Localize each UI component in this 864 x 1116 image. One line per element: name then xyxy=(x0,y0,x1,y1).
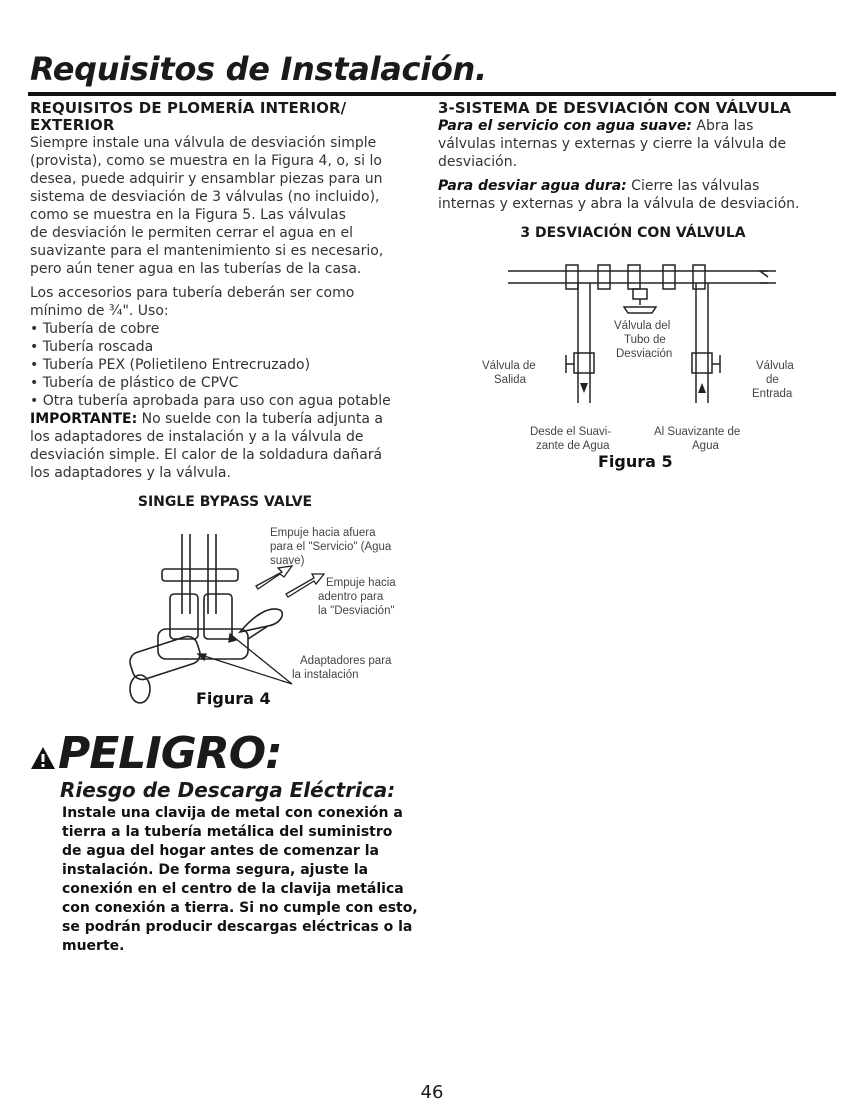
svg-text:Tubo de: Tubo de xyxy=(624,334,666,346)
fittings-paragraph: Los accesorios para tubería deberán ser como mínimo de ¾". Uso: xyxy=(30,285,355,319)
svg-text:Entrada: Entrada xyxy=(752,388,793,400)
svg-text:adentro para: adentro para xyxy=(318,591,384,603)
svg-text:Desviación: Desviación xyxy=(616,348,673,360)
figure4-labels xyxy=(270,527,396,681)
bypass-valve-label: Válvula del xyxy=(614,320,671,332)
list-item: • Tubería roscada xyxy=(30,339,154,355)
page-number: 46 xyxy=(420,1082,444,1103)
warning-triangle-icon xyxy=(30,746,56,770)
inlet-valve-label: Válvula xyxy=(756,360,794,372)
push-in-label: Empuje hacia xyxy=(326,577,396,589)
figure5-flow-arrows xyxy=(580,383,706,393)
plumbing-heading: REQUISITOS DE PLOMERÍA INTERIOR/ EXTERIOR xyxy=(30,99,347,134)
danger-word: PELIGRO: xyxy=(58,728,282,779)
figure4-diagram xyxy=(30,514,420,714)
figure5-caption: Figura 5 xyxy=(598,452,673,471)
hard-water-paragraph: Para desviar agua dura: Cierre las válvulas internas y externas y abra la válvula de desviación. xyxy=(438,178,800,212)
svg-text:la instalación: la instalación xyxy=(292,669,359,681)
right-column xyxy=(438,100,838,483)
plumbing-paragraph: Siempre instale una válvula de desviación simple (provista), como se muestra en la Figura 4, o, si lo desea, puede adquirir y ensamblar piezas para un sistema de desviación de 3 válvulas (no incluido), como se muestra en la Figura 5. Las válvulas de desviación le permiten cerrar el agua en el suavizante para el mantenimiento si es necesario, pero aún tener agua en las tuberías de la casa. xyxy=(30,135,384,277)
page-title: Requisitos de Instalación. xyxy=(30,50,487,88)
adapters-label: Adaptadores para xyxy=(300,655,392,667)
figure5-labels xyxy=(482,320,794,452)
title-rule xyxy=(28,92,836,96)
danger-body: Instale una clavija de metal con conexión a tierra a la tubería metálica del suministro de agua del hogar antes de comenzar la instalación. De forma segura, ajuste la conexión en el centro de la clavija metálica con conexión a tierra. Si no cumple con esto, se podrán producir descargas eléctricas o la muerte. xyxy=(62,805,418,954)
list-item: • Tubería de cobre xyxy=(30,321,160,337)
list-item: • Otra tubería aprobada para uso con agua potable xyxy=(30,393,391,409)
danger-subtitle: Riesgo de Descarga Eléctrica: xyxy=(60,778,396,802)
figure5-diagram xyxy=(438,243,838,483)
pipe-types-list xyxy=(30,320,420,410)
list-item: • Tubería PEX (Polietileno Entrecruzado) xyxy=(30,357,311,373)
svg-text:la "Desviación": la "Desviación" xyxy=(318,605,395,617)
svg-text:Salida: Salida xyxy=(494,374,526,386)
outlet-valve-label: Válvula de xyxy=(482,360,536,372)
left-column xyxy=(30,100,420,714)
figure5-heading: 3 DESVIACIÓN CON VÁLVULA xyxy=(520,225,746,241)
svg-text:suave): suave) xyxy=(270,555,305,567)
svg-text:para el "Servicio" (Agua: para el "Servicio" (Agua xyxy=(270,541,392,553)
svg-text:Agua: Agua xyxy=(692,440,719,452)
push-out-label: Empuje hacia afuera xyxy=(270,527,376,539)
svg-text:zante de Agua: zante de Agua xyxy=(536,440,610,452)
danger-warning xyxy=(30,728,430,956)
three-valve-heading: 3-SISTEMA DE DESVIACIÓN CON VÁLVULA xyxy=(438,99,792,117)
soft-water-paragraph: Para el servicio con agua suave: Abra las válvulas internas y externas y cierre la válvula de desviación. xyxy=(438,118,787,170)
figure4-heading: SINGLE BYPASS VALVE xyxy=(137,494,313,510)
to-softener-label: Al Suavizante de xyxy=(654,426,741,438)
important-note: IMPORTANTE: No suelde con la tubería adjunta a los adaptadores de instalación y a la válvula de desviación simple. El calor de la soldadura dañará los adaptadores y la válvula. xyxy=(30,411,383,481)
bypass-valve-illustration xyxy=(127,534,282,703)
svg-text:de: de xyxy=(766,374,779,386)
figure4-caption: Figura 4 xyxy=(196,689,271,708)
list-item: • Tubería de plástico de CPVC xyxy=(30,375,239,391)
from-softener-label: Desde el Suavi- xyxy=(530,426,612,438)
